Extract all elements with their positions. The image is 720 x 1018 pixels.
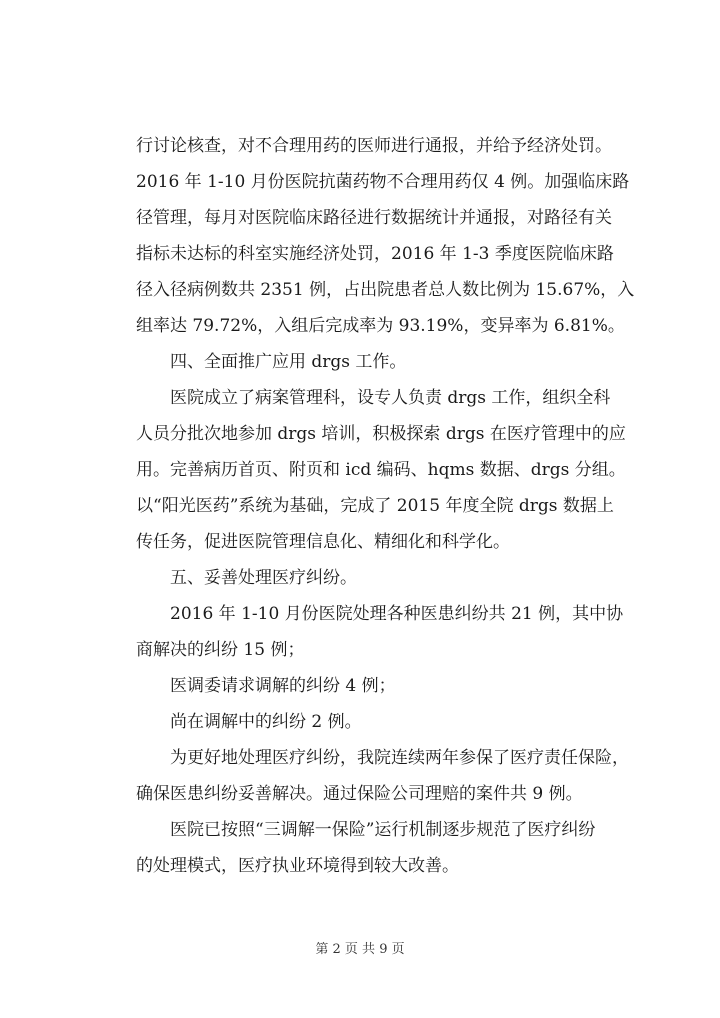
section-heading-four: 四、全面推广应用 drgs 工作。	[170, 352, 407, 372]
text-line: 人员分批次地参加 drgs 培训，积极探索 drgs 在医疗管理中的应	[136, 424, 626, 444]
text-line: 以“阳光医药”系统为基础，完成了 2015 年度全院 drgs 数据上	[136, 496, 614, 516]
text-line: 2016 年 1-10 月份医院抗菌药物不合理用药仅 4 例。加强临床路	[136, 172, 630, 192]
text-line: 确保医患纠纷妥善解决。通过保险公司理赔的案件共 9 例。	[136, 784, 583, 804]
section-heading-five: 五、妥善处理医疗纠纷。	[170, 568, 357, 588]
text-line: 径管理，每月对医院临床路径进行数据统计并通报，对路径有关	[136, 208, 612, 228]
text-line: 尚在调解中的纠纷 2 例。	[170, 712, 362, 732]
text-line: 医院已按照“三调解一保险”运行机制逐步规范了医疗纠纷	[170, 820, 596, 840]
text-line: 传任务，促进医院管理信息化、精细化和科学化。	[136, 532, 510, 552]
text-line: 的处理模式，医疗执业环境得到较大改善。	[136, 856, 459, 876]
text-line: 为更好地处理医疗纠纷，我院连续两年参保了医疗责任保险，	[170, 748, 629, 768]
text-line: 2016 年 1-10 月份医院处理各种医患纠纷共 21 例，其中协	[170, 604, 624, 624]
text-line: 用。完善病历首页、附页和 icd 编码、hqms 数据、drgs 分组。	[136, 460, 626, 480]
body-text	[136, 128, 656, 884]
text-line: 医调委请求调解的纠纷 4 例；	[170, 676, 396, 696]
text-line: 径入径病例数共 2351 例，占出院患者总人数比例为 15.67%，入	[136, 280, 635, 300]
text-line: 组率达 79.72%，入组后完成率为 93.19%，变异率为 6.81%。	[136, 316, 625, 336]
page-footer: 第 2 页 共 9 页	[315, 942, 405, 957]
text-line: 行讨论核查，对不合理用药的医师进行通报，并给予经济处罚。	[136, 136, 612, 156]
text-line: 商解决的纠纷 15 例；	[136, 640, 305, 660]
text-line: 医院成立了病案管理科，设专人负责 drgs 工作，组织全科	[170, 388, 611, 408]
text-line: 指标未达标的科室实施经济处罚，2016 年 1-3 季度医院临床路	[136, 244, 614, 264]
